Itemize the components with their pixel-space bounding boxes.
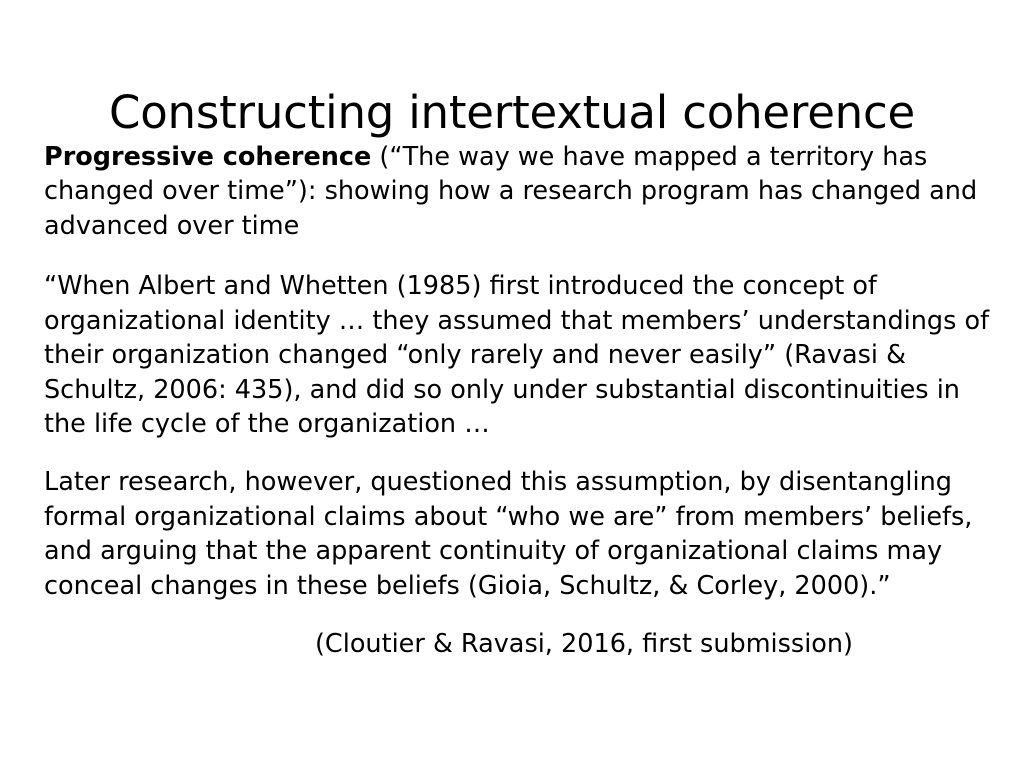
page-title: Constructing intertextual coherence <box>108 86 916 140</box>
paragraph-quote-second: Later research, however, questioned this assumption, by disentangling formal organizational claims about “who we are” from members’ beliefs, and arguing that the apparent continuity of organizational claims may conceal changes in these beliefs (Gioia, Schultz, & Corley, 2000).” <box>44 467 973 601</box>
paragraph-progressive-coherence <box>44 140 994 243</box>
progressive-coherence-label: Progressive coherence <box>44 142 372 172</box>
progressive-coherence-text: (“The way we have mapped a territory has changed over time”): showing how a research program has changed and advanced over time <box>44 142 978 241</box>
paragraph-quote-first: “When Albert and Whetten (1985) first introduced the concept of organizational identity … they assumed that members’ understandings of their organization changed “only rarely and never easily” (Ravasi & Schultz, 2006: 435), and did so only under substantial discontinuities in the life cycle of the organization … <box>44 271 990 439</box>
slide-body <box>44 140 994 661</box>
source-attribution: (Cloutier & Ravasi, 2016, first submission) <box>314 629 853 660</box>
